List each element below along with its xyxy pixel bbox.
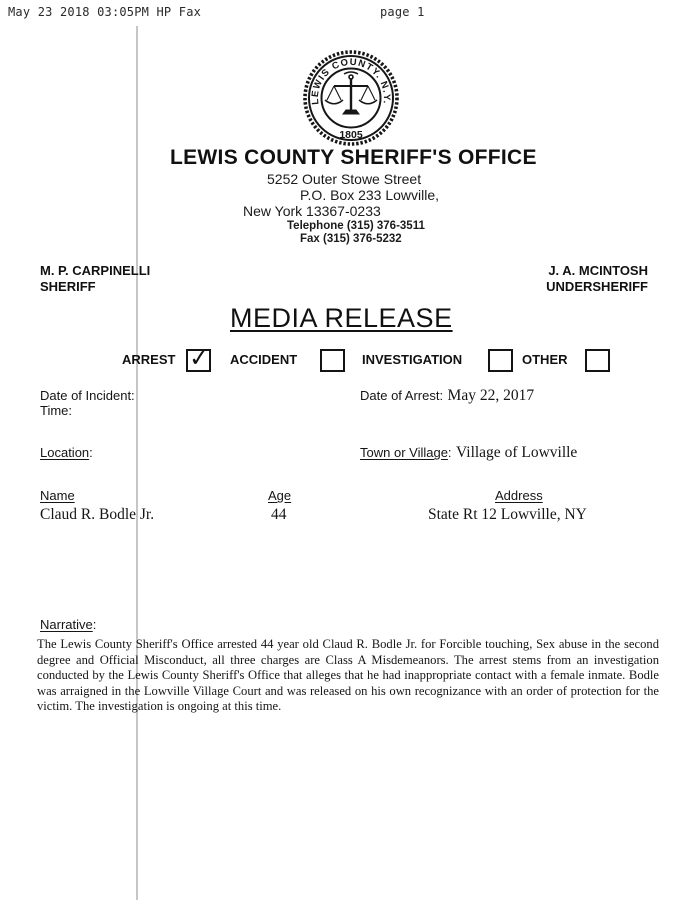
address-line-3: New York 13367-0233	[243, 203, 381, 219]
town-colon: :	[447, 445, 452, 460]
time-label: Time:	[40, 403, 73, 418]
subject-age: 44	[271, 506, 287, 523]
document-title: MEDIA RELEASE	[230, 303, 453, 333]
seal-year: 1805	[339, 129, 363, 141]
address-line-2: P.O. Box 233 Lowville,	[300, 187, 440, 203]
undersheriff-block	[546, 263, 648, 295]
town-or-village-label: Town or Village	[360, 445, 448, 460]
narrative-colon: :	[92, 617, 97, 632]
subject-address: State Rt 12 Lowville, NY	[428, 506, 587, 523]
checkbox-label-arrest: ARREST	[122, 352, 176, 367]
subject-name: Claud R. Bodle Jr.	[40, 506, 155, 523]
fax-scan-artifact-line	[136, 26, 138, 900]
lewis-county-seal-icon	[298, 48, 404, 155]
address-line-1: 5252 Outer Stowe Street	[267, 171, 422, 187]
checkbox-label-accident: ACCIDENT	[230, 352, 298, 367]
column-header-age: Age	[268, 488, 292, 503]
narrative-text: The Lewis County Sheriff's Office arrested 44 year old Claud R. Bodle Jr. for Forcible touching, Sex abuse in the second degree and Official Misconduct, all three charges are Class A Misdemeanors. The arrest stems from an investigation conducted by the Lewis County Sheriff's Office that alleges that he had inappropriate contact with a female inmate. Bodle was arraigned in the Lowville Village Court and was released on his own recognizance with an order of protection for the victim. The investigation is ongoing at this time.	[37, 637, 659, 714]
checkbox-label-investigation: INVESTIGATION	[362, 352, 463, 367]
undersheriff-name: J. A. MCINTOSH	[548, 263, 648, 278]
agency-title: LEWIS COUNTY SHERIFF'S OFFICE	[170, 146, 537, 169]
checkbox-label-other: OTHER	[522, 352, 568, 367]
sheriff-name: M. P. CARPINELLI	[40, 263, 151, 278]
fax-timestamp: May 23 2018 03:05PM HP Fax	[8, 5, 202, 19]
sheriff-block	[40, 263, 150, 295]
checkbox-investigation	[488, 349, 513, 372]
town-or-village-value: Village of Lowville	[456, 444, 578, 461]
date-of-arrest-value: May 22, 2017	[447, 387, 535, 404]
checkmark-icon: ✓	[188, 343, 211, 373]
location-colon: :	[89, 445, 93, 460]
narrative-field	[40, 617, 96, 632]
fax-page-number: page 1	[380, 5, 425, 19]
date-of-incident-label: Date of Incident:	[40, 388, 135, 403]
telephone-line: Telephone (315) 376-3511	[287, 220, 425, 232]
narrative-label: Narrative	[40, 617, 93, 632]
fax-line: Fax (315) 376-5232	[300, 233, 402, 245]
column-header-name: Name	[40, 488, 75, 503]
seal-ring-text: LEWIS COUNTY. N.Y.	[309, 56, 393, 106]
scales-of-justice-seal	[298, 48, 404, 150]
sheriff-title: SHERIFF	[40, 279, 96, 294]
date-of-arrest-label: Date of Arrest:	[360, 388, 444, 403]
undersheriff-title: UNDERSHERIFF	[546, 279, 648, 294]
town-or-village-field	[360, 444, 577, 462]
checkbox-arrest	[186, 343, 211, 373]
checkbox-accident	[320, 349, 345, 372]
date-of-arrest-field	[360, 387, 534, 405]
scales-icon	[325, 72, 377, 114]
location-field	[40, 445, 93, 460]
location-label: Location	[40, 445, 90, 460]
column-header-address: Address	[495, 488, 543, 503]
checkbox-other	[585, 349, 610, 372]
